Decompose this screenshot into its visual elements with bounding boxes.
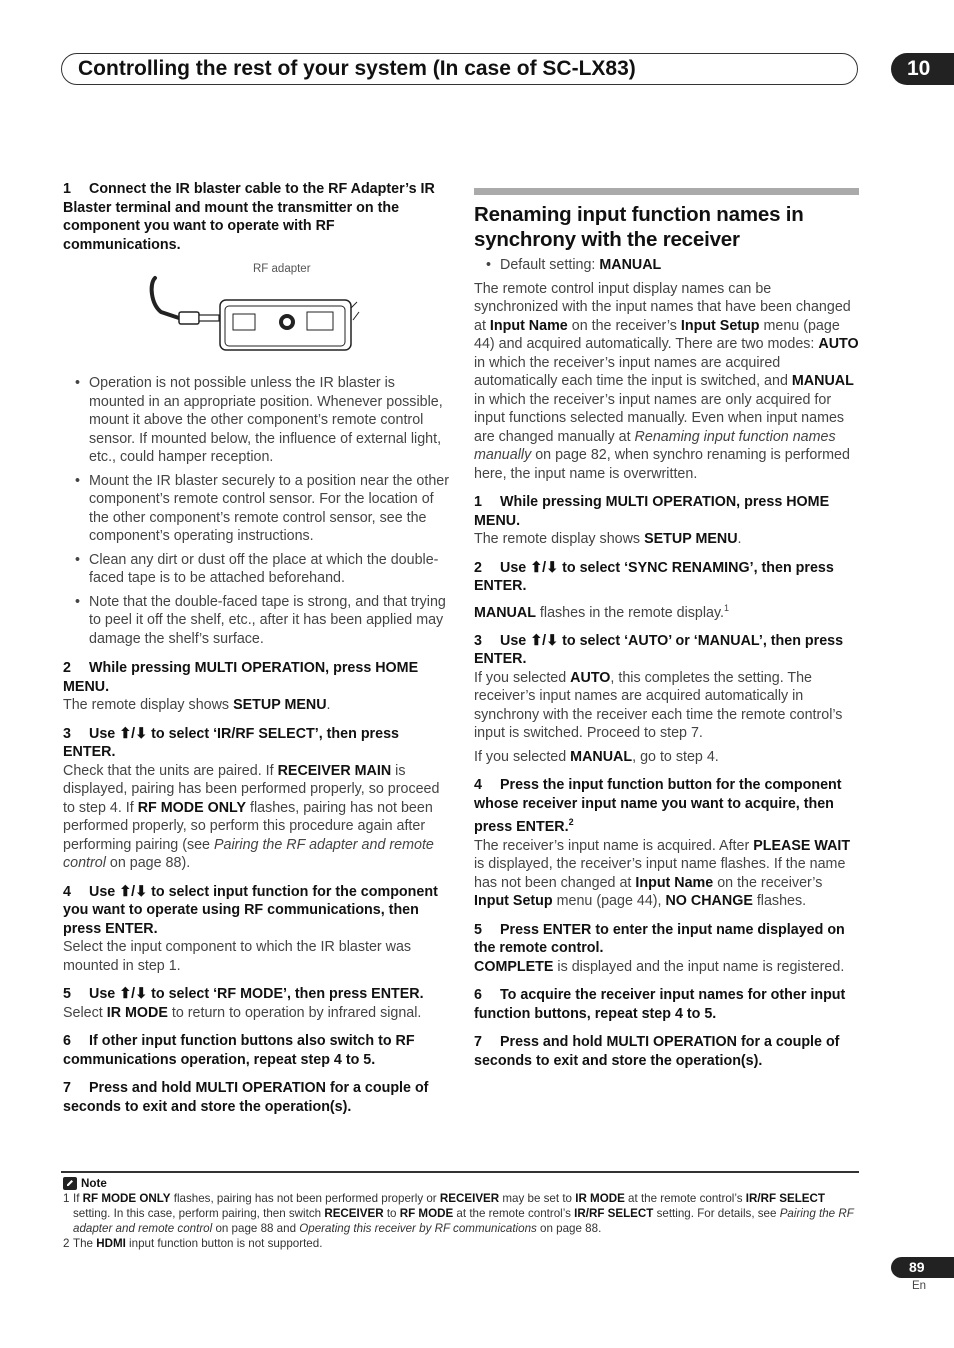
right-step-6: 6 To acquire the receiver input names for other input function buttons, repeat step 4 to 5. <box>474 987 846 1022</box>
language-code: En <box>912 1280 927 1292</box>
right-step-3: 3 Use ⬆/⬇ to select ‘AUTO’ or ‘MANUAL’, then press ENTER. <box>474 632 844 668</box>
page-number: 89 <box>891 1257 954 1278</box>
right-step-2-desc: MANUAL flashes in the remote display.$^1$ <box>474 602 730 621</box>
default-setting: • Default setting: MANUAL <box>474 256 859 275</box>
right-step-5-desc: COMPLETE is displayed and the input name is registered. <box>474 958 845 975</box>
left-step-3: 3 Use ⬆/⬇ to select ‘IR/RF SELECT’, then press ENTER. <box>63 725 399 760</box>
left-step-6: 6 If other input function buttons also switch to RF communications operation, repeat step 4 to 5. <box>63 1033 415 1068</box>
chapter-header <box>61 53 858 85</box>
chapter-title: Controlling the rest of your system (In case of SC-LX83) <box>78 57 636 80</box>
left-step-1: 1 Connect the IR blaster cable to the RF Adapter’s IR Blaster terminal and mount the transmitter on the component you want to operate with RF communications. <box>63 181 435 253</box>
default-setting-list <box>474 256 859 275</box>
list-item: • Clean any dirt or dust off the place at which the double-faced tape is to be attached beforehand. <box>63 551 451 588</box>
section-heading: Renaming input function names in synchrony with the receiver <box>474 203 804 251</box>
left-step-3-desc: Check that the units are paired. If RECEIVER MAIN is displayed, pairing has been performed properly, so proceed to step 4. If RF MODE ONLY flashes, pairing has not been performed properly, so perform this procedure again after performing pairing (see Pairing the RF adapter and remote control on page 88). <box>63 762 440 871</box>
up-down-arrows-icon: ⬆/⬇ <box>530 559 559 576</box>
right-step-3-desc: If you selected AUTO, this completes the setting. The receiver’s input names are acquired automatically in synchrony with the receiver each time the remote control’s input is switched. Proceed to step 7. <box>474 669 843 742</box>
note-heading: Note <box>63 1175 859 1191</box>
right-step-2: 2 Use ⬆/⬇ to select ‘SYNC RENAMING’, then press ENTER. <box>474 559 834 594</box>
rf-adapter-figure <box>63 260 451 360</box>
note-pencil-icon <box>63 1177 77 1190</box>
up-down-arrows-icon: ⬆/⬇ <box>119 883 148 900</box>
section-divider <box>474 188 859 195</box>
left-column <box>63 180 451 1116</box>
list-item: • Note that the double-faced tape is strong, and that trying to peel it off the shelf, etc., after it has been applied may damage the shelf’s surface. <box>63 593 451 649</box>
right-step-7: 7 Press and hold MULTI OPERATION for a couple of seconds to exit and store the operation(s). <box>474 1034 840 1069</box>
right-step-4: 4 Press the input function button for the component whose receiver input name you want to acquire, then press ENTER.$^2$ <box>474 777 842 836</box>
up-down-arrows-icon: ⬆/⬇ <box>119 986 148 1002</box>
footnote-2: 2 The HDMI input function button is not supported. <box>63 1237 323 1250</box>
right-step-3-desc-2: If you selected MANUAL, go to step 4. <box>474 748 719 765</box>
up-down-arrows-icon: ⬆/⬇ <box>119 725 148 742</box>
note-section <box>63 1175 859 1251</box>
rf-adapter-illustration-icon <box>63 260 451 360</box>
footnote-1: 1 If RF MODE ONLY flashes, pairing has not been performed properly or RECEIVER may be set to IR MODE at the remote control’s IR/RF SELECT setting. In this case, perform pairing, then switch RECEIVER to RF MODE at the remote control’s IR/RF SELECT setting. For details, see Pairing the RF adapter and remote control on page 88 and Operating this receiver by RF communications on page 88. <box>63 1192 854 1235</box>
left-step-4: 4 Use ⬆/⬇ to select input function for the component you want to operate using RF communications, then press ENTER. <box>63 883 438 937</box>
mounting-bullets <box>63 374 451 648</box>
up-down-arrows-icon: ⬆/⬇ <box>530 632 559 649</box>
footnote-divider <box>61 1171 859 1173</box>
left-step-2-desc: The remote display shows SETUP MENU. <box>63 697 331 713</box>
list-item: • Operation is not possible unless the IR blaster is mounted in an appropriate position. Whenever possible, mount it above the other component’s remote control sensor. If mounted below, the influence of external light, etc., could hamper reception. <box>63 374 451 467</box>
right-step-4-desc: The receiver’s input name is acquired. After PLEASE WAIT is displayed, the receiver’s input name flashes. If the name has not been changed at Input Name on the receiver’s Input Setup menu (page 44), NO CHANGE flashes. <box>474 837 851 910</box>
left-step-5-desc: Select IR MODE to return to operation by infrared signal. <box>63 1004 422 1021</box>
chapter-number: 10 <box>891 53 954 85</box>
rf-adapter-label: RF adapter <box>253 263 311 275</box>
left-step-2: 2 While pressing MULTI OPERATION, press HOME MENU. <box>63 660 419 695</box>
right-step-1: 1 While pressing MULTI OPERATION, press HOME MENU. <box>474 494 830 529</box>
list-item: • Mount the IR blaster securely to a position near the other component’s remote control sensor. For the location of the other component’s remote control sensor, see the component’s operating instructions. <box>63 472 451 546</box>
footnote-ref-2: 2 <box>568 817 574 828</box>
left-step-7: 7 Press and hold MULTI OPERATION for a couple of seconds to exit and store the operation(s). <box>63 1080 429 1115</box>
section-intro: The remote control input display names can be synchronized with the input names that have been changed at Input Name on the receiver’s Input Setup menu (page 44) and acquired automatically. There are two modes: AUTO in which the receiver’s input names are acquired automatically each time the input is switched, and MANUAL in which the receiver’s input names are only acquired for input functions selected manually. Even when input names are changed manually at Renaming input function names manually on page 82, when synchro renaming is performed here, the input name is overwritten. <box>474 280 859 482</box>
right-step-5: 5 Press ENTER to enter the input name displayed on the remote control. <box>474 921 845 957</box>
footnote-ref-1: 1 <box>724 602 730 613</box>
left-step-5: 5 Use ⬆/⬇ to select ‘RF MODE’, then press ENTER. <box>63 986 424 1002</box>
left-step-4-desc: Select the input component to which the IR blaster was mounted in step 1. <box>63 939 412 974</box>
right-step-1-desc: The remote display shows SETUP MENU. <box>474 531 742 547</box>
right-column <box>474 188 859 1070</box>
